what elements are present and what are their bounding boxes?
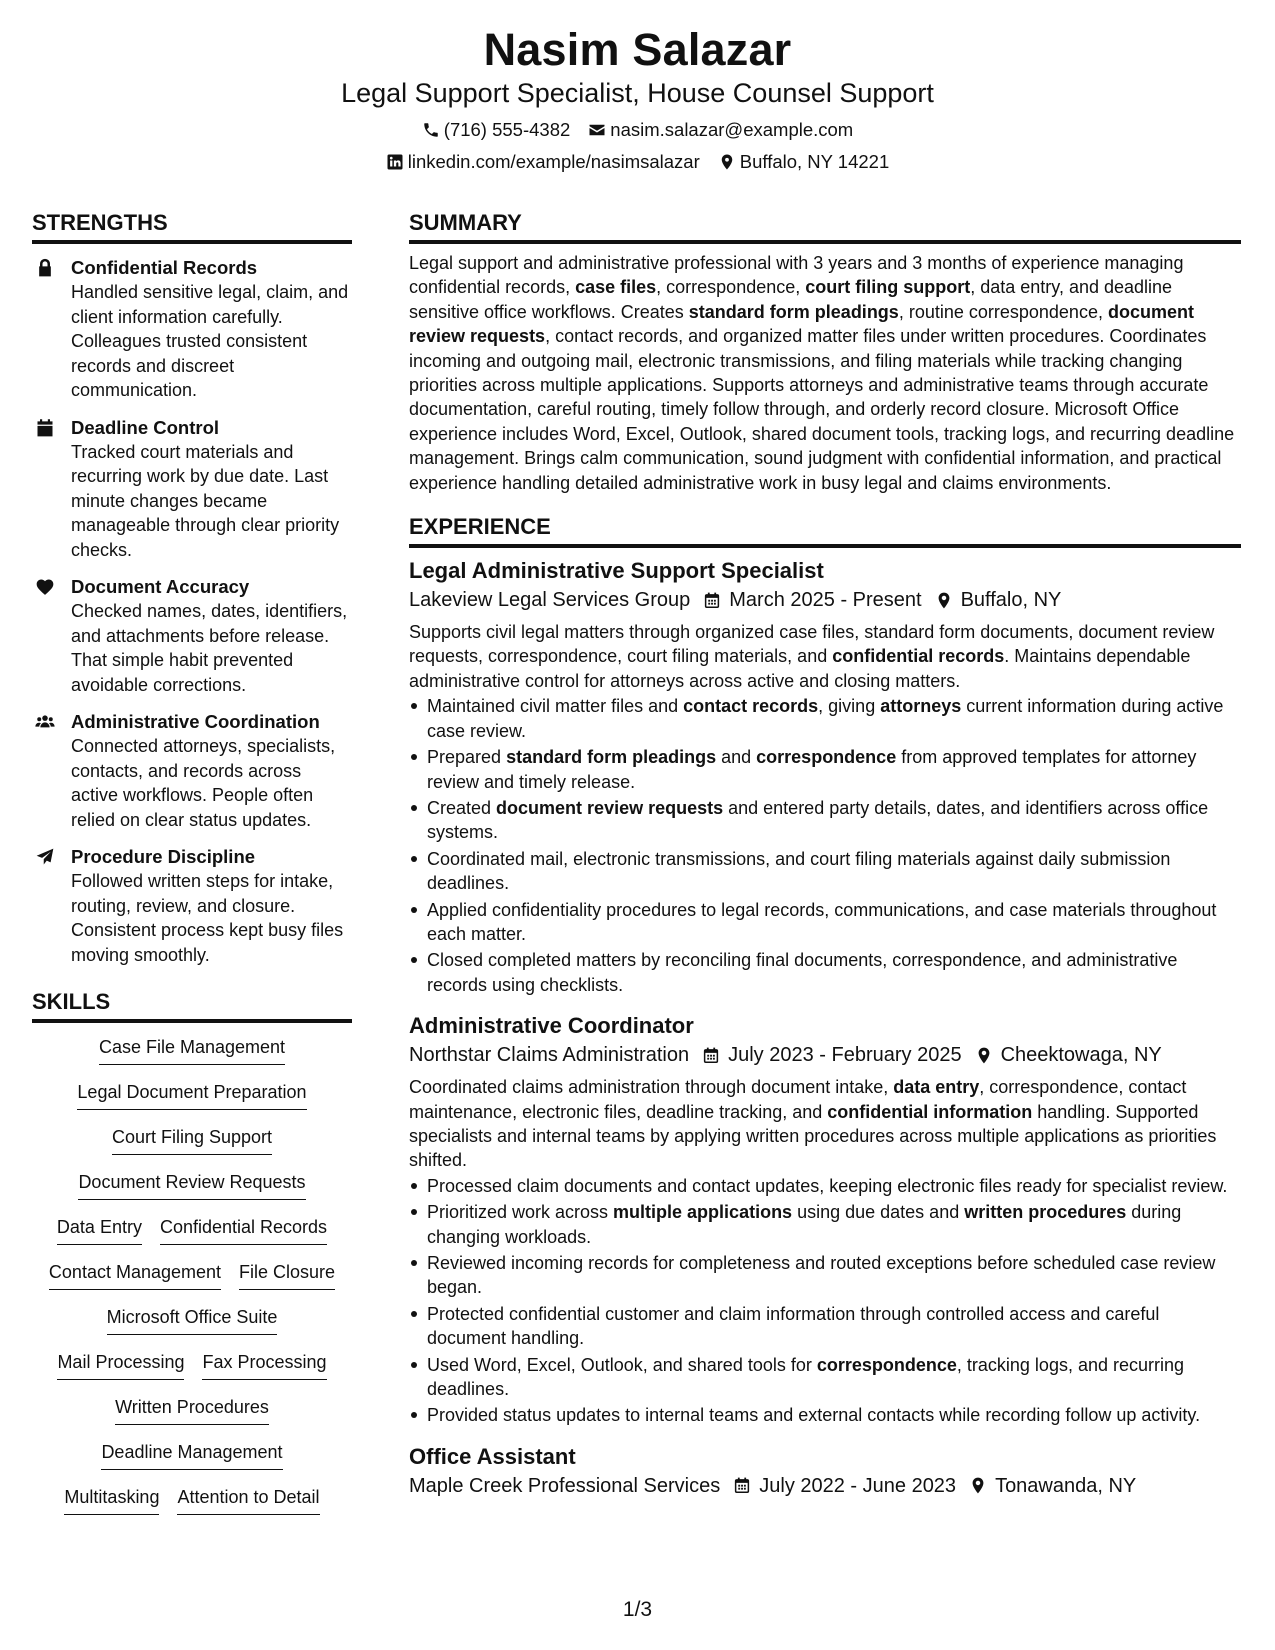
bold-keyword: document review requests (496, 797, 724, 818)
candidate-role: Legal Support Specialist, House Counsel Support (341, 78, 934, 108)
bullet-item (409, 948, 1241, 997)
text-segment: , contact records, and organized matter files under written procedures. Coordinates incoming and outgoing mail, electronic transmissions, and filing materials while tracking changing priorities across multiple applications. Supports attorneys and administrative teams through accurate documentation, careful routing, timely follow through, and orderly record closure. Microsoft Office experience includes Word, Excel, Outlook, shared document tools, tracking logs, and recurring deadline management. Brings calm communication, sound judgment with confidential information, and practical experience handling detailed administrative work in busy legal and claims environments. (409, 326, 1235, 493)
strength-item (32, 845, 352, 967)
skill-row (32, 1080, 352, 1125)
skill-tag: Mail Processing (57, 1350, 184, 1380)
date-range: March 2025 - Present (729, 589, 922, 612)
skill-tag: Microsoft Office Suite (107, 1305, 278, 1335)
text-segment: Processed claim documents and contact updates, keeping electronic files ready for specialist review. (427, 1175, 1228, 1196)
text-segment: Legal support and administrative professional with 3 years and 3 months of experience managing confidential records, (409, 253, 1184, 298)
bold-keyword: contact records (683, 696, 819, 717)
text-segment: and entered party details, dates, and identifiers across office systems. (427, 797, 1209, 843)
skill-row (32, 1350, 352, 1395)
strength-item (32, 575, 352, 697)
bullet-item (409, 1353, 1241, 1402)
email-address[interactable]: nasim.salazar@example.com (610, 119, 854, 140)
job-meta (409, 1041, 1241, 1069)
contact-row-1 (0, 118, 1275, 142)
bold-keyword: confidential records (832, 646, 1005, 667)
experience-heading: EXPERIENCE (409, 510, 1241, 548)
job-location (975, 1041, 1162, 1069)
company-name: Lakeview Legal Services Group (409, 589, 691, 612)
candidate-name: Nasim Salazar (483, 24, 792, 75)
bullet-item (409, 898, 1241, 947)
skill-row (32, 1035, 352, 1080)
jobs-list (409, 556, 1241, 1500)
lock-icon (35, 258, 55, 278)
skill-tag: Multitasking (64, 1485, 159, 1515)
bullet-item (409, 1403, 1241, 1427)
job-title: Legal Administrative Support Specialist (409, 558, 824, 584)
strength-item (32, 416, 352, 563)
strength-title: Deadline Control (71, 416, 220, 438)
email-contact[interactable] (588, 118, 853, 142)
text-segment: using due dates and (792, 1202, 965, 1223)
location-text: Buffalo, NY 14221 (739, 151, 890, 172)
summary-text (409, 251, 1241, 495)
right-column (409, 206, 1241, 1500)
job-dates (733, 1472, 956, 1500)
bold-keyword: standard form pleadings (506, 747, 717, 768)
heart-icon (35, 577, 55, 597)
linkedin-contact[interactable] (386, 150, 700, 174)
skills-list (32, 1035, 352, 1530)
job-dates (702, 1041, 961, 1069)
envelope-icon (588, 121, 606, 139)
skill-row (32, 1305, 352, 1350)
bold-keyword: court filing support (805, 277, 971, 298)
skill-tag: File Closure (239, 1260, 335, 1290)
text-segment: , routine correspondence, (898, 301, 1108, 322)
job-title: Administrative Coordinator (409, 1013, 694, 1039)
bold-keyword: standard form pleadings (688, 301, 899, 322)
text-segment: Reviewed incoming records for completeness and routed exceptions before scheduled case review began. (427, 1253, 1216, 1298)
text-segment: handling. Supported specialists and internal teams by applying written procedures across multiple applications as priorities shifted. (409, 1101, 1217, 1171)
strength-title: Document Accuracy (71, 576, 250, 597)
strength-description: Tracked court materials and recurring work by due date. Last minute changes became manageable through clear priority checks. (71, 441, 340, 560)
skills-heading: SKILLS (32, 985, 352, 1023)
bold-keyword: correspondence (816, 1354, 957, 1375)
skill-row (32, 1215, 352, 1260)
linkedin-url[interactable]: linkedin.com/example/nasimsalazar (407, 151, 700, 172)
skills-section (32, 985, 352, 1530)
job-entry (409, 1011, 1241, 1428)
job-location (935, 586, 1062, 614)
users-icon (35, 712, 55, 732)
skill-tag: Contact Management (49, 1260, 221, 1290)
skill-tag: Data Entry (57, 1215, 142, 1245)
skill-row (32, 1485, 352, 1530)
job-meta (409, 1472, 1241, 1500)
job-description (409, 620, 1241, 693)
job-location (969, 1472, 1136, 1500)
text-segment: Maintained civil matter files and (427, 696, 684, 717)
skill-tag: Court Filing Support (112, 1125, 272, 1155)
company-name: Maple Creek Professional Services (409, 1474, 721, 1497)
text-segment: Used Word, Excel, Outlook, and shared tools for (427, 1354, 817, 1375)
text-segment: Coordinated mail, electronic transmissions, and court filing materials against daily submission deadlines. (427, 848, 1171, 894)
job-dates (703, 586, 921, 614)
text-segment: during changing workloads. (427, 1202, 1182, 1247)
job-bullets (409, 694, 1241, 997)
skill-tag: Confidential Records (160, 1215, 327, 1245)
skill-tag: Document Review Requests (78, 1170, 305, 1200)
job-entry (409, 556, 1241, 997)
skill-row (32, 1260, 352, 1305)
strength-title: Confidential Records (71, 257, 258, 278)
text-segment: , giving (818, 696, 881, 717)
linkedin-icon (386, 153, 404, 171)
skill-tag: Case File Management (99, 1035, 285, 1065)
location-text: Cheektowaga, NY (1000, 1044, 1162, 1067)
text-segment: Prioritized work across (427, 1202, 614, 1223)
location-text: Tonawanda, NY (995, 1474, 1137, 1497)
date-range: July 2023 - February 2025 (728, 1044, 962, 1067)
skill-tag: Written Procedures (115, 1395, 269, 1425)
phone-contact (422, 118, 571, 142)
text-segment: and (716, 747, 757, 768)
strength-description: Followed written steps for intake, routing, review, and closure. Consistent process kept busy files moving smoothly. (71, 871, 344, 965)
map-pin-icon (935, 591, 953, 610)
bullet-item (409, 1302, 1241, 1351)
strengths-list (32, 256, 352, 967)
skill-row (32, 1170, 352, 1215)
job-entry (409, 1442, 1241, 1500)
bold-keyword: confidential information (827, 1101, 1033, 1122)
bold-keyword: document review requests (409, 301, 1194, 347)
left-column (32, 206, 352, 1530)
text-segment: current information during active case review. (427, 696, 1224, 741)
calendar-icon (703, 591, 721, 610)
skill-tag: Attention to Detail (177, 1485, 319, 1515)
phone-number: (716) 555-4382 (443, 119, 571, 140)
bullet-item (409, 745, 1241, 794)
text-segment: Applied confidentiality procedures to legal records, communications, and case materials throughout each matter. (427, 899, 1217, 944)
strength-item (32, 256, 352, 403)
text-segment: , correspondence, contact maintenance, electronic files, deadline tracking, and (409, 1077, 1187, 1122)
location-text: Buffalo, NY (960, 589, 1062, 612)
experience-section (409, 510, 1241, 1500)
strength-description: Checked names, dates, identifiers, and attachments before release. That simple habit prevented avoidable corrections. (71, 601, 348, 695)
text-segment: Provided status updates to internal teams and external contacts while recording follow up activity. (427, 1405, 1201, 1426)
strength-description: Connected attorneys, specialists, contacts, and records across active workflows. People often relied on clear status updates. (71, 736, 336, 830)
summary-heading: SUMMARY (409, 206, 1241, 244)
text-segment: Closed completed matters by reconciling final documents, correspondence, and administrative records using checklists. (427, 950, 1178, 995)
bold-keyword: data entry (893, 1077, 980, 1098)
map-pin-icon (718, 153, 736, 171)
phone-icon (422, 121, 440, 139)
bullet-item (409, 847, 1241, 896)
skill-tag: Legal Document Preparation (77, 1080, 306, 1110)
skill-tag: Deadline Management (101, 1440, 282, 1470)
bullet-item (409, 694, 1241, 743)
paper-plane-icon (35, 847, 55, 867)
skill-row (32, 1125, 352, 1170)
map-pin-icon (975, 1046, 993, 1065)
bullet-item (409, 1200, 1241, 1249)
company-name: Northstar Claims Administration (409, 1044, 690, 1067)
job-description (409, 1075, 1241, 1173)
strength-item (32, 710, 352, 832)
job-meta (409, 586, 1241, 614)
strengths-heading: STRENGTHS (32, 206, 352, 244)
page-number: 1/3 (622, 1598, 653, 1621)
text-segment: Created (427, 797, 497, 818)
bold-keyword: attorneys (880, 696, 962, 717)
bullet-item (409, 796, 1241, 845)
text-segment: , correspondence, (656, 277, 806, 298)
text-segment: , tracking logs, and recurring deadlines. (427, 1354, 1185, 1400)
bullet-item (409, 1174, 1241, 1198)
strength-title: Administrative Coordination (71, 711, 320, 732)
text-segment: Supports civil legal matters through organized case files, standard form documents, document review requests, correspondence, court filing materials, and (409, 622, 1215, 667)
text-segment: Protected confidential customer and claim information through controlled access and careful document handling. (427, 1303, 1160, 1349)
calendar-icon (35, 418, 55, 438)
text-segment: Prepared (427, 747, 507, 768)
calendar-icon (702, 1046, 720, 1065)
bold-keyword: written procedures (964, 1202, 1127, 1223)
bold-keyword: correspondence (756, 747, 897, 768)
text-segment: . Maintains dependable administrative control for attorneys across active and closing matters. (409, 646, 1191, 691)
text-segment: from approved templates for attorney review and timely release. (427, 747, 1197, 792)
strength-description: Handled sensitive legal, claim, and client information carefully. Colleagues trusted consistent records and discreet communication. (71, 282, 349, 400)
date-range: July 2022 - June 2023 (759, 1474, 957, 1497)
calendar-icon (733, 1476, 751, 1495)
skill-row (32, 1395, 352, 1440)
text-segment: Coordinated claims administration through document intake, (409, 1077, 894, 1098)
skill-row (32, 1440, 352, 1485)
job-bullets (409, 1174, 1241, 1428)
bullet-item (409, 1251, 1241, 1300)
resume-header (0, 22, 1275, 174)
contact-row-2 (0, 150, 1275, 174)
text-segment: , data entry, and deadline sensitive office workflows. Creates (409, 277, 1173, 322)
bold-keyword: case files (575, 277, 657, 298)
job-title: Office Assistant (409, 1443, 576, 1469)
bold-keyword: multiple applications (613, 1202, 793, 1223)
skill-tag: Fax Processing (202, 1350, 326, 1380)
location-contact (718, 150, 890, 174)
strength-title: Procedure Discipline (71, 846, 256, 867)
map-pin-icon (969, 1476, 987, 1495)
